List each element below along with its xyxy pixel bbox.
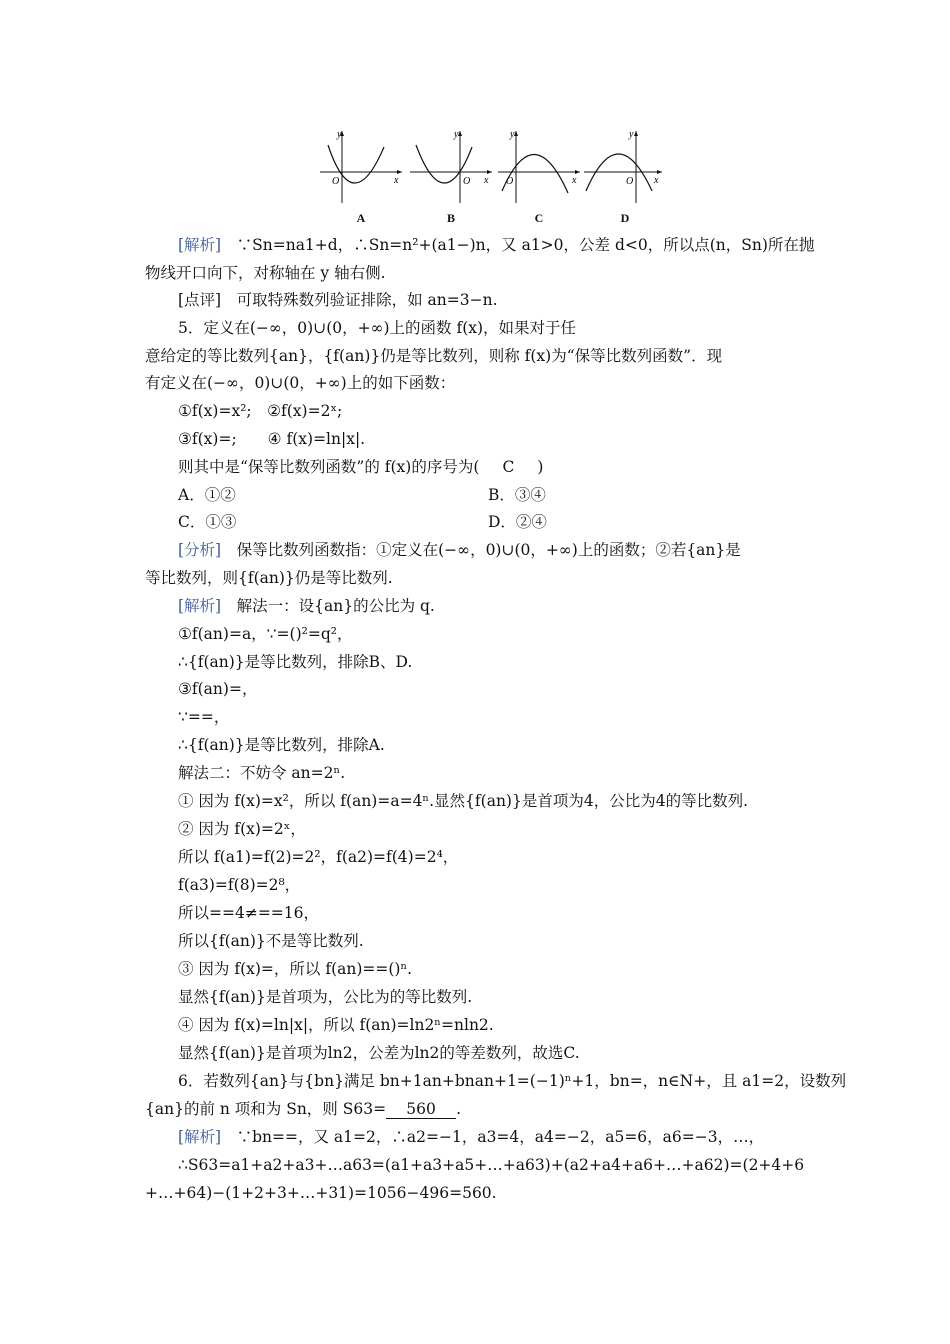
text-line [178, 596, 435, 616]
text-line [178, 290, 498, 310]
line-text: 可取特殊数列验证排除，如 an=3−n. [236, 291, 498, 309]
text-line [178, 235, 814, 255]
graph-option-b [408, 125, 494, 225]
text-line [178, 987, 472, 1007]
text-line [178, 707, 229, 727]
text-line [178, 735, 385, 755]
line-text: ∴S63=a1+a2+a3+…a63=(a1+a3+a5+…+a63)+(a2+a4+a6+…+a62)=(2+4+6 [178, 1156, 805, 1174]
text-line [178, 903, 319, 923]
text-line [178, 875, 300, 895]
text-line [178, 1043, 580, 1063]
line-text: 所以 f(a1)=f(2)=2²，f(a2)=f(4)=2⁴， [178, 848, 459, 866]
text-line [178, 652, 412, 672]
text-line [178, 318, 576, 338]
line-text: 解法二：不妨令 an=2ⁿ. [178, 764, 346, 782]
section-tag: [解析] [178, 597, 222, 615]
line-text: ∵==， [178, 708, 230, 726]
line-text: 所以==4≠==16， [178, 904, 320, 922]
graph-b-x-label: x [484, 175, 489, 186]
graph-b-origin: O [463, 176, 471, 187]
text-line [178, 819, 306, 839]
graph-d-origin: O [626, 176, 634, 187]
option-d: D．②④ [488, 513, 547, 531]
graph-a-x-label: x [394, 175, 399, 186]
graph-a-origin: O [332, 176, 340, 187]
graph-d-x-label: x [654, 175, 659, 186]
line-text: ∴{f(an)}是等比数列，排除A. [178, 736, 385, 754]
line-text: 显然{f(an)}是首项为ln2，公差为ln2的等差数列，故选C. [178, 1044, 580, 1062]
line-text: ③f(x)=; ④ f(x)=ln|x|. [178, 430, 366, 448]
text-line [178, 1015, 494, 1035]
option-c: C．①③ [178, 513, 237, 531]
graph-a-y-label: y [337, 129, 342, 140]
graph-option-c [496, 125, 582, 225]
graph-c-x-label: x [572, 175, 577, 186]
options-row [178, 512, 738, 532]
section-tag: [点评] [178, 291, 222, 309]
graph-c-plot [496, 125, 582, 205]
text-line [178, 624, 352, 644]
section-tag: [分析] [178, 541, 222, 559]
graph-d-label: D [620, 211, 630, 225]
line-text: 显然{f(an)}是首项为，公比为的等比数列. [178, 988, 473, 1006]
line-text: 有定义在(−∞，0)∪(0，+∞)上的如下函数： [145, 374, 456, 392]
graph-c-label: C [534, 211, 544, 225]
text-line [145, 346, 722, 366]
text-line [145, 263, 386, 283]
line-text: ①f(x)=x²; ②f(x)=2ˣ; [178, 402, 343, 420]
text-line [178, 959, 412, 979]
question-line [178, 457, 543, 477]
graph-b-plot [408, 125, 494, 205]
text-line [145, 1183, 497, 1203]
line-text: ∵bn==，又 a1=2，∴a2=−1，a3=4，a4=−2，a5=6，a6=−3，…， [236, 1128, 765, 1146]
graph-a-plot [318, 125, 404, 205]
line-text: ① 因为 f(x)=x²，所以 f(an)=a=4ⁿ.显然{f(an)}是首项为4，公比为4的等比数列. [178, 792, 748, 810]
section-tag: [解析] [178, 1128, 222, 1146]
line-text: . [456, 1100, 462, 1118]
text-line [178, 763, 345, 783]
line-text: f(a3)=f(8)=2⁸， [178, 876, 301, 894]
graph-d-y-label: y [629, 129, 634, 140]
text-line [178, 429, 365, 449]
line-text: 物线开口向下，对称轴在 y 轴右侧. [145, 264, 386, 282]
line-text: ④ 因为 f(x)=ln|x|，所以 f(an)=ln2ⁿ=nln2. [178, 1016, 494, 1034]
text-line [178, 791, 748, 811]
answer-choice: C [502, 458, 515, 476]
graph-option-d [582, 125, 668, 225]
graph-a-label: A [356, 211, 366, 225]
text-line [145, 373, 455, 393]
line-text: ③f(an)=， [178, 680, 258, 698]
line-text: ② 因为 f(x)=2ˣ， [178, 820, 306, 838]
answer-blank: 560 [386, 1101, 456, 1119]
line-text: ∵Sn=na1+d，∴Sn=n²+(a1−)n，又 a1>0，公差 d<0，所以点(n，Sn)所在抛 [236, 236, 815, 254]
line-text: 6．若数列{an}与{bn}满足 bn+1an+bnan+1=(−1)ⁿ+1，bn=，n∈N+，且 a1=2，设数列 [178, 1072, 847, 1090]
text-line [178, 931, 364, 951]
line-text: ①f(an)=a，∵=()²=q²， [178, 625, 353, 643]
line-text: ③ 因为 f(x)=，所以 f(an)==()ⁿ. [178, 960, 413, 978]
text-line [178, 679, 257, 699]
line-text: {an}的前 n 项和为 Sn，则 S63= [145, 1100, 387, 1118]
line-text: 解法一：设{an}的公比为 q. [236, 597, 435, 615]
line-text: ) [537, 458, 544, 476]
line-text: 5．定义在(−∞，0)∪(0，+∞)上的函数 f(x)，如果对于任 [178, 319, 577, 337]
text-line [178, 847, 458, 867]
graph-c-origin: O [506, 176, 514, 187]
graph-d-plot [582, 125, 668, 205]
text-line [145, 568, 393, 588]
option-b: B．③④ [488, 486, 546, 504]
line-text: +…+64)−(1+2+3+…+31)=1056−496=560. [145, 1184, 497, 1202]
line-text: 保等比数列函数指：①定义在(−∞，0)∪(0，+∞)上的函数；②若{an}是 [236, 541, 741, 559]
graph-c-y-label: y [510, 129, 515, 140]
text-line [178, 1155, 804, 1175]
text-line [178, 540, 741, 560]
graph-b-y-label: y [454, 129, 459, 140]
graph-option-a [318, 125, 404, 225]
parabola-options-figure [318, 125, 658, 230]
line-text: 等比数列，则{f(an)}仍是等比数列. [145, 569, 393, 587]
text-line [178, 401, 342, 421]
line-text: 则其中是“保等比数列函数”的 f(x)的序号为( [178, 458, 480, 476]
text-line [178, 1127, 764, 1147]
question-line [145, 1099, 461, 1119]
text-line [178, 1071, 846, 1091]
options-row [178, 485, 738, 505]
graph-b-label: B [446, 211, 455, 225]
line-text: ∴{f(an)}是等比数列，排除B、D. [178, 653, 413, 671]
option-a: A．①② [178, 486, 236, 504]
section-tag: [解析] [178, 236, 222, 254]
line-text: 所以{f(an)}不是等比数列. [178, 932, 364, 950]
line-text: 意给定的等比数列{an}，{f(an)}仍是等比数列，则称 f(x)为“保等比数列函数”．现 [145, 347, 723, 365]
